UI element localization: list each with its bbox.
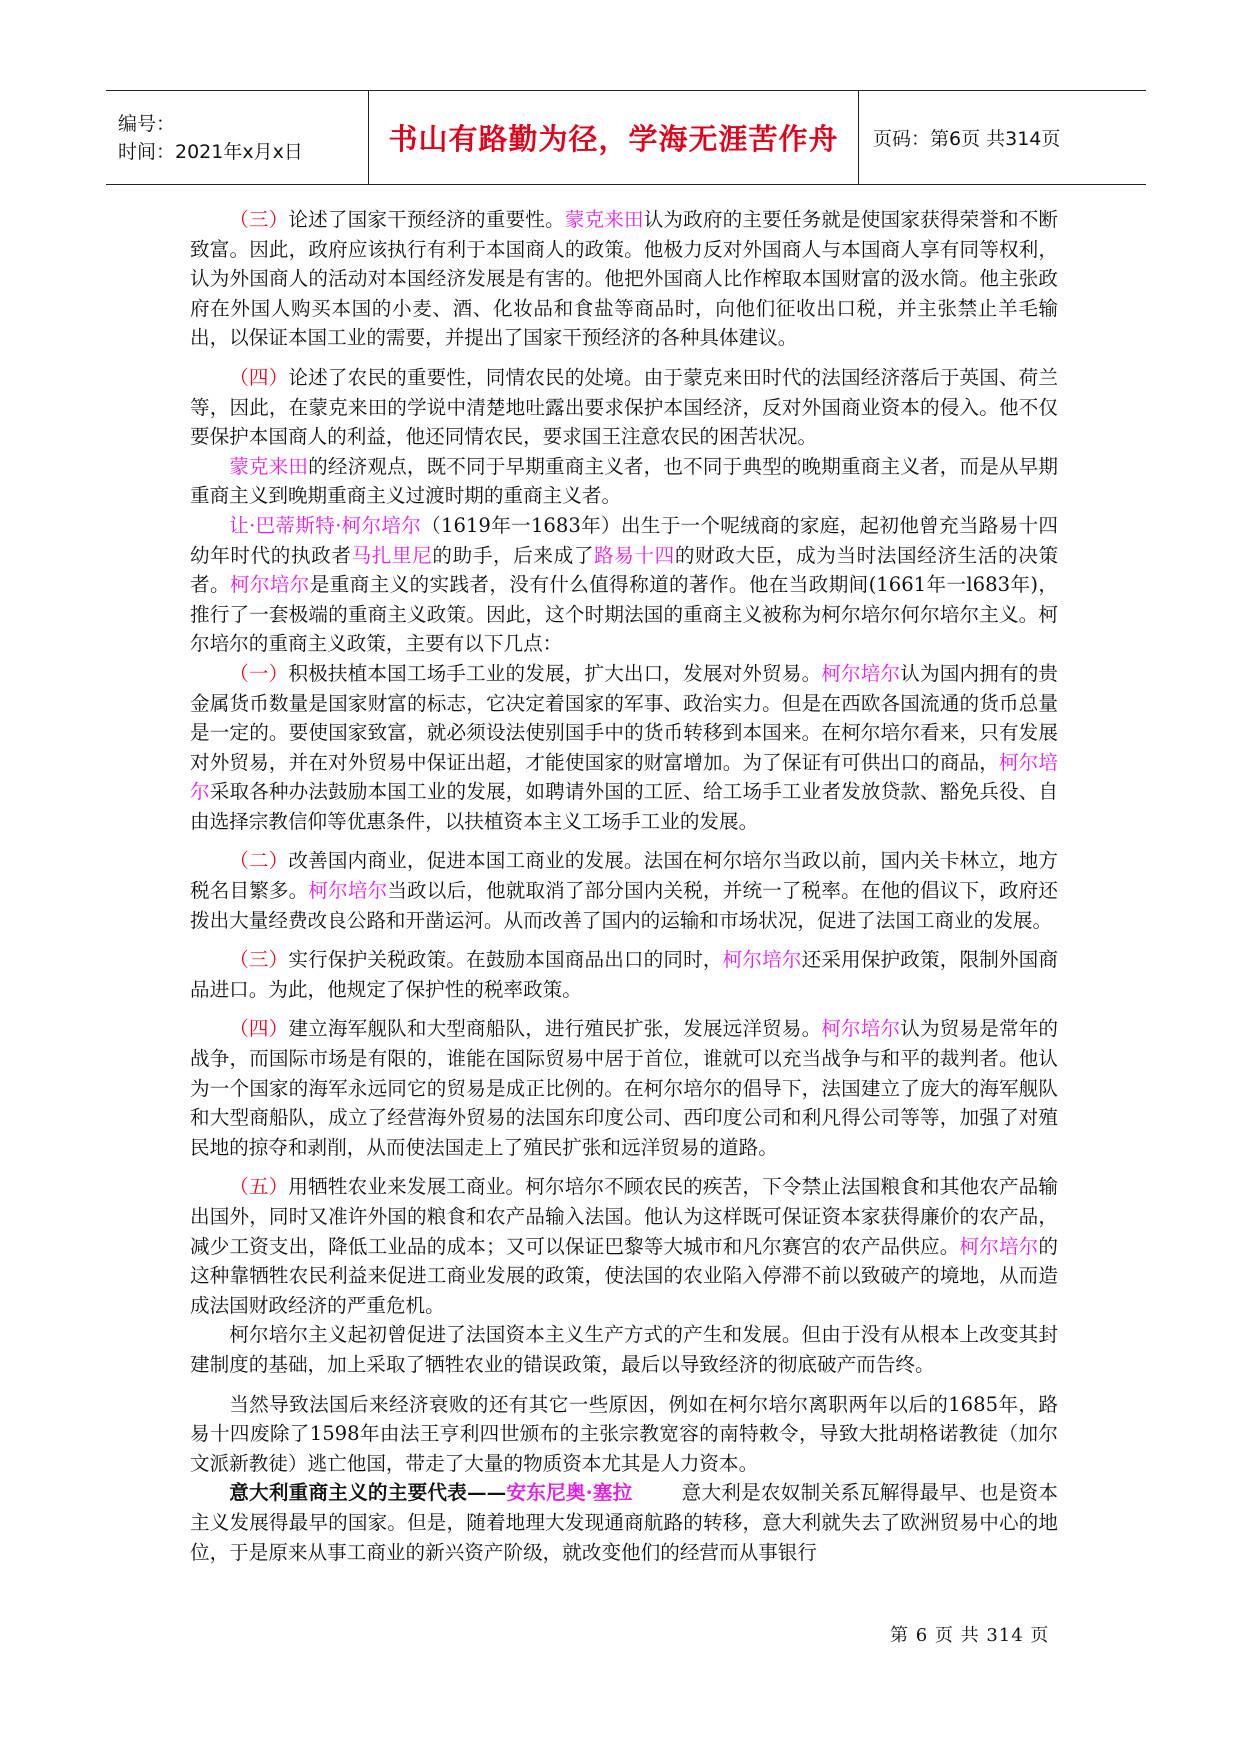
page-footer: 第 6 页 共 314 页 — [890, 1625, 1050, 1646]
text-run: 的这种靠牺牲农民利益来促进工商业发展的政策，使法国的农业陷入停滞不前以致破产的境地，从而造成法国财政经济的严重危机。 — [190, 1234, 1058, 1317]
name-link[interactable]: 柯尔培尔 — [229, 573, 310, 597]
name-link[interactable]: 蒙克来田 — [229, 454, 309, 478]
text-run: 认为政府的主要任务就是使国家获得荣誉和不断致富。因此，政府应该执行有利于本国商人的政策。他极力反对外国商人与本国商人享有同等权利，认为外国商人的活动对本国经济发展是有害的。他把外国商人比作榨取本国财富的汲水筒。他主张政府在外国人购买本国的小麦、酒、化妆品和食盐等商品时，向他们征收出口税，并主张禁止羊毛输出，以保证本国工业的需要，并提出了国家干预经济的各种具体建议。 — [190, 208, 1059, 350]
text-run: 柯尔培尔主义起初曾促进了法国资本主义生产方式的产生和发展。但由于没有从根本上改变其封建制度的基础，加上采取了牺牲农业的错误政策，最后以导致经济的彻底破产而告终。 — [190, 1323, 1058, 1376]
list-marker: （五） — [229, 1175, 289, 1199]
paragraph — [190, 846, 1058, 935]
header-motto: 书山有路勤为径，学海无涯苦作舟 — [388, 122, 839, 156]
paragraph — [190, 511, 1058, 659]
list-marker: （二） — [229, 849, 289, 873]
paragraph — [190, 452, 1058, 511]
name-link[interactable]: 柯尔培尔 — [722, 948, 802, 972]
name-link[interactable]: 柯尔培尔 — [308, 879, 388, 903]
document-body — [190, 205, 1058, 1567]
text-run: 还采用保护政策，限制外国商品进口。为此，他规定了保护性的税率政策。 — [190, 948, 1059, 1001]
name-link[interactable]: 柯尔培尔 — [959, 1234, 1039, 1258]
time-label: 时间：2021年x月x日 — [118, 140, 303, 163]
text-run: 意大利是农奴制关系瓦解得最早、也是资本主义发展得最早的国家。但是，随着地理大发现通商航路的转移，意大利就失去了欧洲贸易中心的地位，于是原来从事工商业的新兴资产阶级，就改变他们的经营而从事银行 — [190, 1481, 1059, 1564]
text-run: 改善国内商业，促进本国工商业的发展。法国在柯尔培尔当政以前，国内关卡林立，地方税名目繁多。 — [190, 849, 1059, 903]
text-run: 用牺牲农业来发展工商业。柯尔培尔不顾农民的疾苦，下令禁止法国粮食和其他农产品输出国外，同时又准许外国的粮食和农产品输入法国。他认为这样既可保证资本家获得廉价的农产品，减少工资支出，降低工业品的成本；又可以保证巴黎等大城市和凡尔赛宫的农产品供应。 — [190, 1175, 1059, 1258]
paragraph — [190, 1320, 1058, 1379]
text-run: 当然导致法国后来经济衰败的还有其它一些原因，例如在柯尔培尔离职两年以后的1685年，路易十四废除了1598年由法王亨利四世颁布的主张宗教宽容的南特敕令，导致大批胡格诺教徒（加尔文派新教徒）逃亡他国，带走了大量的物质资本尤其是人力资本。 — [190, 1392, 1058, 1475]
text-run: 建立海军舰队和大型商船队，进行殖民扩张，发展远洋贸易。 — [288, 1017, 822, 1041]
text-run: （1619年一1683年）出生于一个呢绒商的家庭，起初他曾充当路易十四幼年时代的执政者 — [190, 513, 1058, 567]
paragraph — [190, 363, 1058, 452]
header-page-number: 页码：第6页 共314页 — [873, 128, 1061, 150]
section-heading-paragraph — [190, 1478, 1058, 1567]
list-marker: （四） — [229, 1017, 289, 1041]
name-link[interactable]: 马扎里尼 — [351, 543, 433, 567]
text-run: 的经济观点，既不同于早期重商主义者，也不同于典型的晚期重商主义者，而是从早期重商主义到晚期重商主义过渡时期的重商主义者。 — [190, 454, 1059, 508]
serial-number-label: 编号： — [118, 112, 176, 135]
name-link[interactable]: 安东尼奥·塞拉 — [506, 1481, 633, 1505]
paragraph — [190, 1172, 1058, 1320]
document-header — [106, 90, 1146, 185]
text-run: 积极扶植本国工场手工业的发展，扩大出口，发展对外贸易。 — [288, 661, 822, 685]
paragraph — [190, 945, 1058, 1004]
text-run: 的助手，后来成了 — [432, 543, 595, 567]
list-marker: （三） — [229, 208, 289, 231]
header-page-cell — [859, 91, 1146, 184]
text-run: 论述了农民的重要性，同情农民的处境。由于蒙克来田时代的法国经济落后于英国、荷兰等，因此，在蒙克来田的学说中清楚地吐露出要求保护本国经济，反对外国商业资本的侵入。他不仅要保护本国商人的利益，他还同情农民，要求国王注意农民的困苦状况。 — [190, 365, 1059, 449]
list-marker: （一） — [229, 661, 289, 685]
text-run: 认为贸易是常年的战争，而国际市场是有限的，谁能在国际贸易中居于首位，谁就可以充当战争与和平的裁判者。他认为一个国家的海军永远同它的贸易是成正比例的。在柯尔培尔的倡导下，法国建立了庞大的海军舰队和大型商船队，成立了经营海外贸易的法国东印度公司、西印度公司和利凡得公司等等，加强了对殖民地的掠夺和剥削，从而使法国走上了殖民扩张和远洋贸易的道路。 — [190, 1017, 1059, 1159]
header-meta-cell — [106, 91, 369, 184]
list-marker: （三） — [229, 948, 289, 972]
paragraph — [190, 205, 1058, 353]
text-run: 论述了国家干预经济的重要性。 — [288, 208, 565, 231]
name-link[interactable]: 柯尔培尔 — [190, 750, 1059, 804]
name-link[interactable]: 路易十四 — [594, 543, 675, 567]
paragraph — [190, 1390, 1058, 1479]
text-run: 认为国内拥有的贵金属货币数量是国家财富的标志，它决定着国家的军事、政治实力。但是在西欧各国流通的货币总量是一定的。要使国家致富，就必须设法使别国手中的货币转移到本国来。在柯尔培尔看来，只有发展对外贸易，并在对外贸易中保证出超，才能使国家的财富增加。为了保证有可供出口的商品， — [190, 661, 1059, 774]
paragraph — [190, 659, 1058, 837]
list-marker: （四） — [229, 365, 289, 389]
text-run: 是重商主义的实践者，没有什么值得称道的著作。他在当政期间(1661年一l683年)，推行了一套极端的重商主义政策。因此，这个时期法国的重商主义被称为柯尔培尔何尔培尔主义。柯尔培尔的重商主义政策，主要有以下几点： — [190, 573, 1059, 656]
text-run: 当政以后，他就取消了部分国内关税，并统一了税率。在他的倡议下，政府还拨出大量经费改良公路和开凿运河。从而改善了国内的运输和市场状况，促进了法国工商业的发展。 — [190, 879, 1059, 932]
name-link[interactable]: 柯尔培尔 — [821, 661, 901, 685]
header-motto-cell — [369, 91, 859, 184]
text-run: 的财政大臣，成为当时法国经济生活的决策者。 — [190, 543, 1059, 597]
text-run: 采取各种办法鼓励本国工业的发展，如聘请外国的工匠、给工场手工业者发放贷款、豁免兵役、自由选择宗教信仰等优惠条件，以扶植资本主义工场手工业的发展。 — [190, 780, 1059, 833]
section-heading: 意大利重商主义的主要代表—— — [229, 1481, 507, 1505]
name-link[interactable]: 柯尔培尔 — [821, 1017, 901, 1041]
name-link[interactable]: 让·巴蒂斯特·柯尔培尔 — [229, 513, 422, 537]
name-link[interactable]: 蒙克来田 — [564, 208, 644, 231]
text-run: 实行保护关税政策。在鼓励本国商品出口的同时， — [288, 948, 723, 972]
paragraph — [190, 1014, 1058, 1162]
